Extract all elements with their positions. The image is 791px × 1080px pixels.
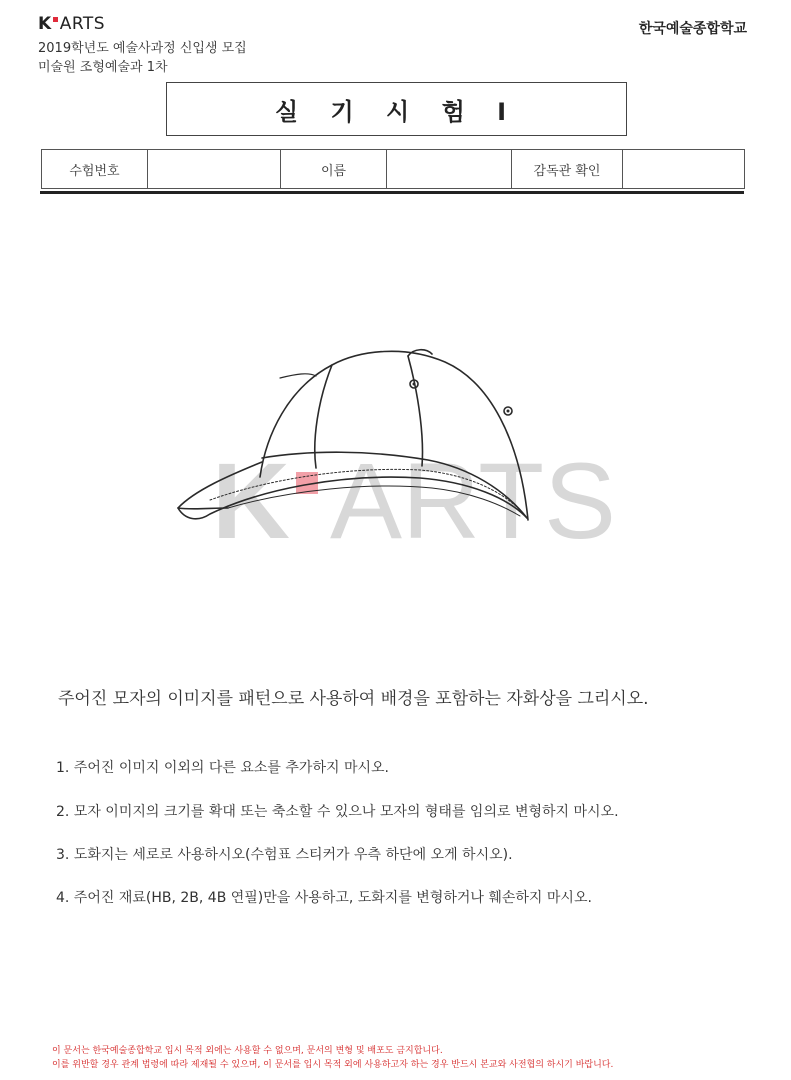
watermark-text: ARTS (330, 440, 617, 561)
supervisor-field[interactable] (623, 150, 744, 188)
exam-title-box (166, 82, 627, 136)
watermark-k: K (212, 440, 290, 561)
rule-item-2: 2. 모자 이미지의 크기를 확대 또는 축소할 수 있으나 모자의 형태를 임의로 변형하지 마시오. (56, 804, 619, 820)
baseball-cap-icon (170, 340, 540, 540)
exam-number-field[interactable] (148, 150, 281, 188)
logo-dot-icon (53, 17, 58, 22)
school-name: 한국예술종합학교 (638, 21, 747, 37)
logo-k: K (38, 14, 52, 34)
rule-item-1: 1. 주어진 이미지 이외의 다른 요소를 추가하지 마시오. (56, 760, 389, 776)
footer-notice-1: 이 문서는 한국예술종합학교 입시 목적 외에는 사용할 수 없으며, 문서의 변형 및 배포도 금지합니다. (52, 1046, 443, 1056)
name-field[interactable] (387, 150, 512, 188)
rule-item-4: 4. 주어진 재료(HB, 2B, 4B 연필)만을 사용하고, 도화지를 변형하거나 훼손하지 마시오. (56, 890, 592, 906)
admission-line: 2019학년도 예술사과정 신입생 모집 (38, 41, 247, 56)
footer-notice-2: 이를 위반할 경우 관계 법령에 따라 제재될 수 있으며, 이 문서를 입시 목적 외에 사용하고자 하는 경우 반드시 본교와 사전협의 하시기 바랍니다. (52, 1060, 614, 1070)
logo-text: ARTS (59, 14, 106, 34)
department-line: 미술원 조형예술과 1차 (38, 60, 168, 75)
rule-item-3: 3. 도화지는 세로로 사용하시오(수험표 스티커가 우측 하단에 오게 하시오). (56, 847, 513, 863)
exam-prompt: 주어진 모자의 이미지를 패턴으로 사용하여 배경을 포함하는 자화상을 그리시오. (58, 689, 649, 709)
exam-title: 실 기 시 험 I (274, 97, 519, 126)
exam-info-table (41, 149, 745, 189)
exam-number-label: 수험번호 (42, 150, 148, 188)
name-label: 이름 (281, 150, 387, 188)
header-divider (40, 191, 744, 194)
supervisor-label: 감독관 확인 (512, 150, 623, 188)
karts-logo (38, 14, 105, 34)
